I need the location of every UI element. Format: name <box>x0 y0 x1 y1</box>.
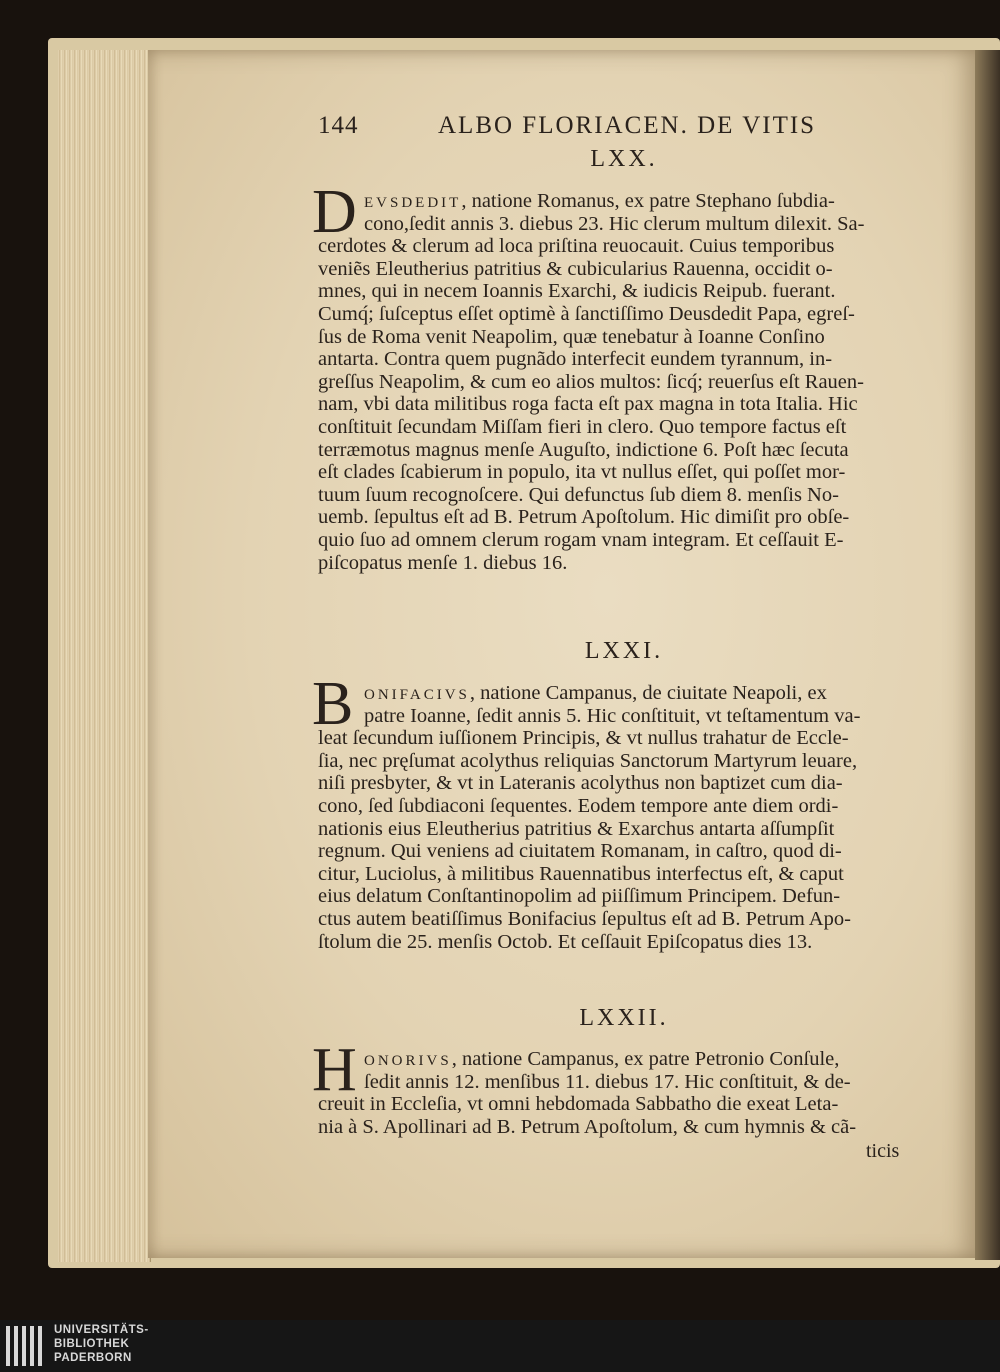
text-line: nam, vbi data militibus roga facta eſt pax magna in tota Italia. Hic <box>318 393 858 416</box>
text-line: ctus autem beatiſſimus Bonifacius ſepultus eſt ad B. Petrum Apo- <box>318 907 851 930</box>
text-line: ONIFACIVS, natione Campanus, de ciuitate Neapoli, ex <box>364 682 827 704</box>
dropcap-letter: H <box>312 1036 357 1104</box>
running-title: ALBO FLORIACEN. DE VITIS <box>438 112 817 139</box>
small-caps-name: ONORIVS <box>364 1053 452 1069</box>
text-line: regnum. Qui veniens ad ciuitatem Romanam, in caſtro, quod di- <box>318 840 842 863</box>
section-number-lxxi: LXXI. <box>584 638 664 664</box>
dropcap-letter: B <box>312 670 354 738</box>
text-line: niſi presbyter, & vt in Lateranis acolythus non baptizet cum dia- <box>318 772 843 795</box>
section-text-lxxii <box>312 1036 930 1138</box>
text-line: cono, ſed ſubdiaconi ſequentes. Eodem tempore ante diem ordi- <box>318 794 839 817</box>
text-line: creuit in Eccleſia, vt omni hebdomada Sabbatho die exeat Leta- <box>318 1093 839 1116</box>
text-line: antarta. Contra quem pugnãdo interfecit eundem tyrannum, in- <box>318 348 833 371</box>
text-line: patre Ioanne, ſedit annis 5. Hic conſtituit, vt teſtamentum va- <box>364 704 861 727</box>
catchword: ticis <box>866 1140 900 1162</box>
text-line: tuum ſuum recognoſcere. Qui defunctus ſub diem 8. menſis No- <box>318 483 839 506</box>
library-name <box>54 1323 149 1365</box>
text-line: cerdotes & clerum ad loca priſtina reuocauit. Cuius temporibus <box>318 235 835 258</box>
page-edges <box>58 50 151 1262</box>
library-name-line1: UNIVERSITÄTS- <box>54 1324 149 1336</box>
text-line: nationis eius Eleutherius patritius & Exarchus antarta aſſumpſit <box>318 817 835 840</box>
text-line: quio ſuo ad omnem clerum rogam vnam integram. Et ceſſauit E- <box>318 528 844 551</box>
section-text-lxxi <box>312 670 930 953</box>
library-logo-icon <box>6 1326 46 1366</box>
page-header <box>318 110 930 144</box>
library-footer <box>0 1320 1000 1372</box>
section-number-lxx: LXX. <box>590 146 658 172</box>
text-line: Cumq́; ſuſceptus eſſet optimè à ſanctiſſimo Deusdedit Papa, egreſ- <box>318 302 855 325</box>
text-line: piſcopatus menſe 1. diebus 16. <box>318 551 568 574</box>
text-line: uemb. ſepultus eſt ad B. Petrum Apoſtolum. Hic dimiſit pro obſe- <box>318 506 850 529</box>
small-caps-name: ONIFACIVS <box>364 687 470 703</box>
text-line: greſſus Neapolim, & cum eo alios multos: ſicq́; reuerſus eſt Rauen- <box>318 370 864 393</box>
text-line: ſedit annis 12. menſibus 11. diebus 17. Hic conſtituit, & de- <box>364 1070 851 1093</box>
text-line: leat ſecundum iuſſionem Principis, & vt nullus trahatur de Eccle- <box>318 727 849 750</box>
folio-number: 144 <box>318 112 359 139</box>
text-line: ONORIVS, natione Campanus, ex patre Petronio Conſule, <box>364 1048 840 1070</box>
text-line: EVSDEDIT, natione Romanus, ex patre Stephano ſubdia- <box>364 190 835 212</box>
text-line: eſt clades ſcabierum in populo, ita vt nullus eſſet, qui poſſet mor- <box>318 461 846 484</box>
text-line: nia à S. Apollinari ad B. Petrum Apoſtolum, & cum hymnis & cã- <box>318 1115 857 1138</box>
text-line: terræmotus magnus menſe Auguſto, indictione 6. Poſt hæc ſecuta <box>318 438 849 461</box>
text-line: ſtolum die 25. menſis Octob. Et ceſſauit Epiſcopatus dies 13. <box>318 930 813 953</box>
text-line: veniẽs Eleutherius patritius & cubicularius Rauenna, occidit o- <box>318 257 833 280</box>
text-line: mnes, qui in necem Ioannis Exarchi, & iudicis Reipub. fuerant. <box>318 280 836 303</box>
text-line: cono,ſedit annis 3. diebus 23. Hic clerum multum dilexit. Sa- <box>364 212 865 235</box>
text-line: ſia, nec pręſumat acolythus reliquias Sanctorum Martyrum leuare, <box>318 749 858 772</box>
section-number-lxxii: LXXII. <box>579 1005 669 1031</box>
section-text-lxx <box>312 178 930 574</box>
text-line: conſtituit ſecundam Miſſam fieri in clero. Quo tempore factus eſt <box>318 415 847 438</box>
dropcap-letter: D <box>312 178 357 246</box>
text-line: citur, Luciolus, à militibus Rauennatibus interfectus eſt, & caput <box>318 862 844 885</box>
library-name-line3: PADERBORN <box>54 1352 132 1364</box>
library-name-line2: BIBLIOTHEK <box>54 1338 130 1350</box>
text-line: eius delatum Conſtantinopolim ad piiſſimum Principem. Defun- <box>318 885 841 908</box>
small-caps-name: EVSDEDIT <box>364 195 462 211</box>
text-line: ſus de Roma venit Neapolim, quæ tenebatur à Ioanne Conſino <box>318 325 825 348</box>
book-gutter <box>975 50 1000 1260</box>
